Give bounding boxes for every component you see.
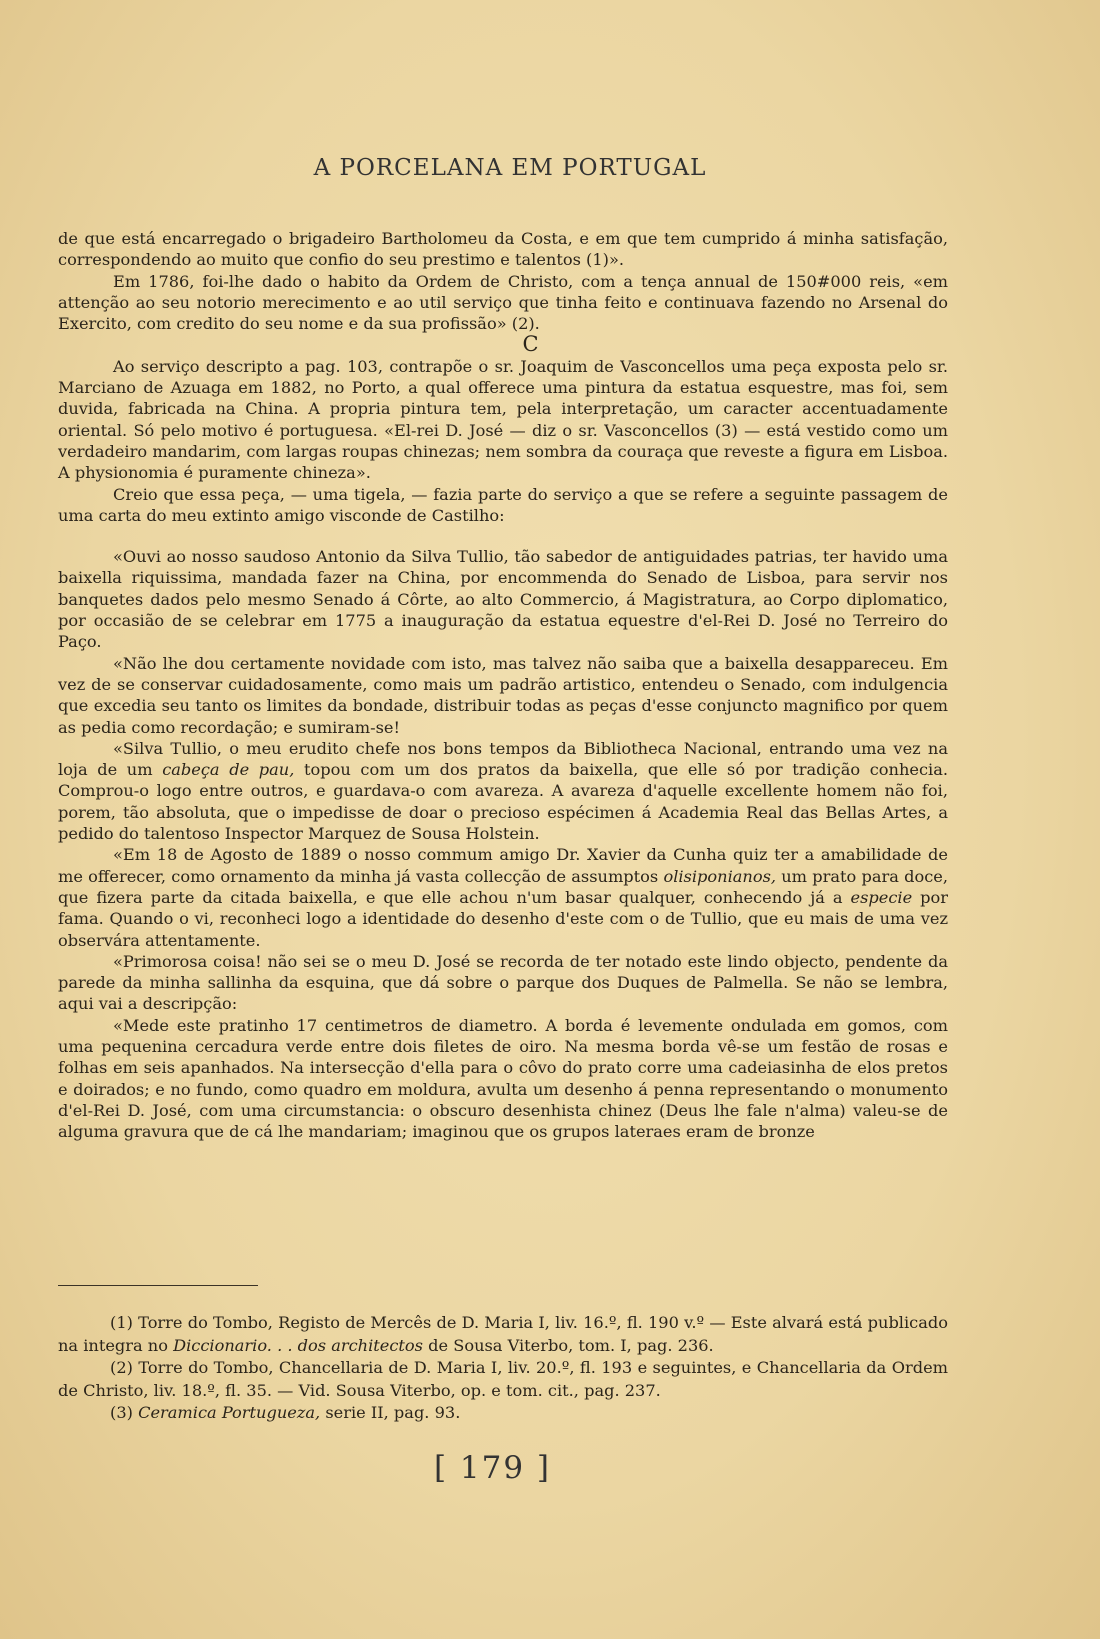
paragraph-continuation: de que está encarregado o brigadeiro Bartholomeu da Costa, e em que tem cumprido á minha satisfação, correspondendo ao muito que confio do seu prestimo e talentos (1)». <box>58 229 948 270</box>
page-number: [ 179 ] <box>433 1450 552 1486</box>
paragraph-vasconcellos: Ao serviço descripto a pag. 103, contrapõe o sr. Joaquim de Vasconcellos uma peça exposta pelo sr. Marciano de Azuaga em 1882, no Porto, a qual offerece uma pintura da estatua esquestre, mas foi, sem duvida, fabricada na China. A propria pintura tem, pela interpretação, um caracter accentuadamente oriental. Só pelo motivo é portuguesa. «El-rei D. José — diz o sr. Vasconcellos (3) — está vestido como um verdadeiro mandarim, com largas roupas chinezas; nem sombra da couraça que reveste a figura em Lisboa. A physionomia é puramente chineza». <box>58 356 948 483</box>
quote-paragraph-baixella: «Não lhe dou certamente novidade com isto, mas talvez não saiba que a baixella desappareceu. Em vez de se conservar cuidadosamente, como mais um padrão artistico, entendeu o Senado, com indulgencia que excedia seu tanto os limites da bondade, distribuir todas as peças d'esse conjuncto magnifico por quem as pedia como recordação; e sumiram-se! <box>58 653 948 737</box>
quote-paragraph-descripcao: «Mede este pratinho 17 centimetros de diametro. A borda é levemente ondulada em gomos, com uma pequenina cercadura verde entre dois filetes de oiro. Na mesma borda vê-se um festão de rosas e folhas em seis apanhados. Na intersecção d'ella para o côvo do prato corre uma cadeiasinha de elos pretos e doirados; e no fundo, como quadro em moldura, avulta um desenho á penna representando o monumento d'el-Rei D. José, com uma circumstancia: o obscuro desenhista chinez (Deus lhe fale n'alma) valeu-se de alguma gravura que de cá lhe mandariam; imaginou que os grupos lateraes eram de bronze <box>58 1015 948 1142</box>
quote-paragraph-tullio: «Ouvi ao nosso saudoso Antonio da Silva Tullio, tão sabedor de antiguidades patrias, ter havido uma baixella riquissima, mandada fazer na China, por encommenda do Senado de Lisboa, para servir nos banquetes dados pelo mesmo Senado á Côrte, ao alto Commercio, á Magistratura, ao Corpo diplomatico, por occasião de se celebrar em 1775 a inauguração da estatua equestre d'el-Rei D. José no Terreiro do Paço. <box>58 547 948 652</box>
footnote-divider <box>58 1285 258 1286</box>
quote-paragraph-silva-tullio <box>58 738 948 844</box>
footnote-3 <box>58 1402 948 1425</box>
section-heading: C <box>522 332 539 357</box>
paragraph-tigela: Creio que essa peça, — uma tigela, — fazia parte do serviço a que se refere a seguinte passagem de uma carta do meu extinto amigo visconde de Castilho: <box>58 484 948 525</box>
italic-title: Diccionario. . . dos architectos <box>173 1335 423 1355</box>
text-segment: por fama. Quando o vi, reconheci logo a identidade do desenho d'este com o de Tullio, que eu mais de uma vez observára attentamente. <box>58 887 948 950</box>
text-segment: um prato para doce, que fizera parte da citada baixella, e que elle achou n'um basar qualquer, conhecendo já a <box>58 866 948 907</box>
text-segment: (3) <box>110 1403 139 1422</box>
italic-title: Ceramica Portugueza, <box>138 1403 321 1422</box>
text-segment: «Silva Tullio, o meu erudito chefe nos bons tempos da Bibliotheca Nacional, entrando uma vez na loja de um <box>58 738 948 780</box>
italic-term: cabeça de pau, <box>162 760 295 780</box>
italic-term: especie <box>850 887 913 907</box>
italic-term: olisiponianos, <box>663 866 777 886</box>
text-segment: «Em 18 de Agosto de 1889 o nosso commum amigo Dr. Xavier da Cunha quiz ter a amabilidade de me offerecer, como ornamento da minha já vasta collecção de assumptos <box>58 845 948 886</box>
paragraph-habito: Em 1786, foi-lhe dado o habito da Ordem de Christo, com a tença annual de 150#000 reis, «em attenção ao seu notorio merecimento e ao util serviço que tinha feito e continuava fazendo no Arsenal do Exercito, com credito do seu nome e da sua profissão» (2). <box>58 271 948 334</box>
quote-paragraph-xavier <box>58 844 948 950</box>
footnote-2: (2) Torre do Tombo, Chancellaria de D. Maria I, liv. 20.º, fl. 193 e seguintes, e Chancellaria da Ordem de Christo, liv. 18.º, fl. 35. — Vid. Sousa Viterbo, op. e tom. cit., pag. 237. <box>58 1358 948 1400</box>
quote-paragraph-primorosa: «Primorosa coisa! não sei se o meu D. José se recorda de ter notado este lindo objecto, pendente da parede da minha sallinha da esquina, que dá sobre o parque dos Duques de Palmella. Se não se lembra, aqui vai a descripção: <box>58 951 948 1014</box>
text-segment: serie II, pag. 93. <box>320 1403 461 1422</box>
text-segment: (1) Torre do Tombo, Registo de Mercês de D. Maria I, liv. 16.º, fl. 190 v.º — Este alvará está publicado na integra no <box>58 1313 948 1355</box>
page-title: A PORCELANA EM PORTUGAL <box>313 155 707 181</box>
main-text <box>58 228 948 1142</box>
footnotes <box>58 1312 948 1425</box>
text-segment: topou com um dos pratos da baixella, que elle só por tradição conhecia. Comprou-o logo entre outros, e guardava-o com avareza. A avareza d'aquelle excellente homem não foi, porem, tão absoluta, que o impedisse de doar o precioso espécimen á Academia Real das Bellas Artes, a pedido do talentoso Inspector Marquez de Sousa Holstein. <box>58 760 949 844</box>
text-segment: de Sousa Viterbo, tom. I, pag. 236. <box>423 1335 714 1355</box>
footnote-1 <box>58 1312 948 1357</box>
